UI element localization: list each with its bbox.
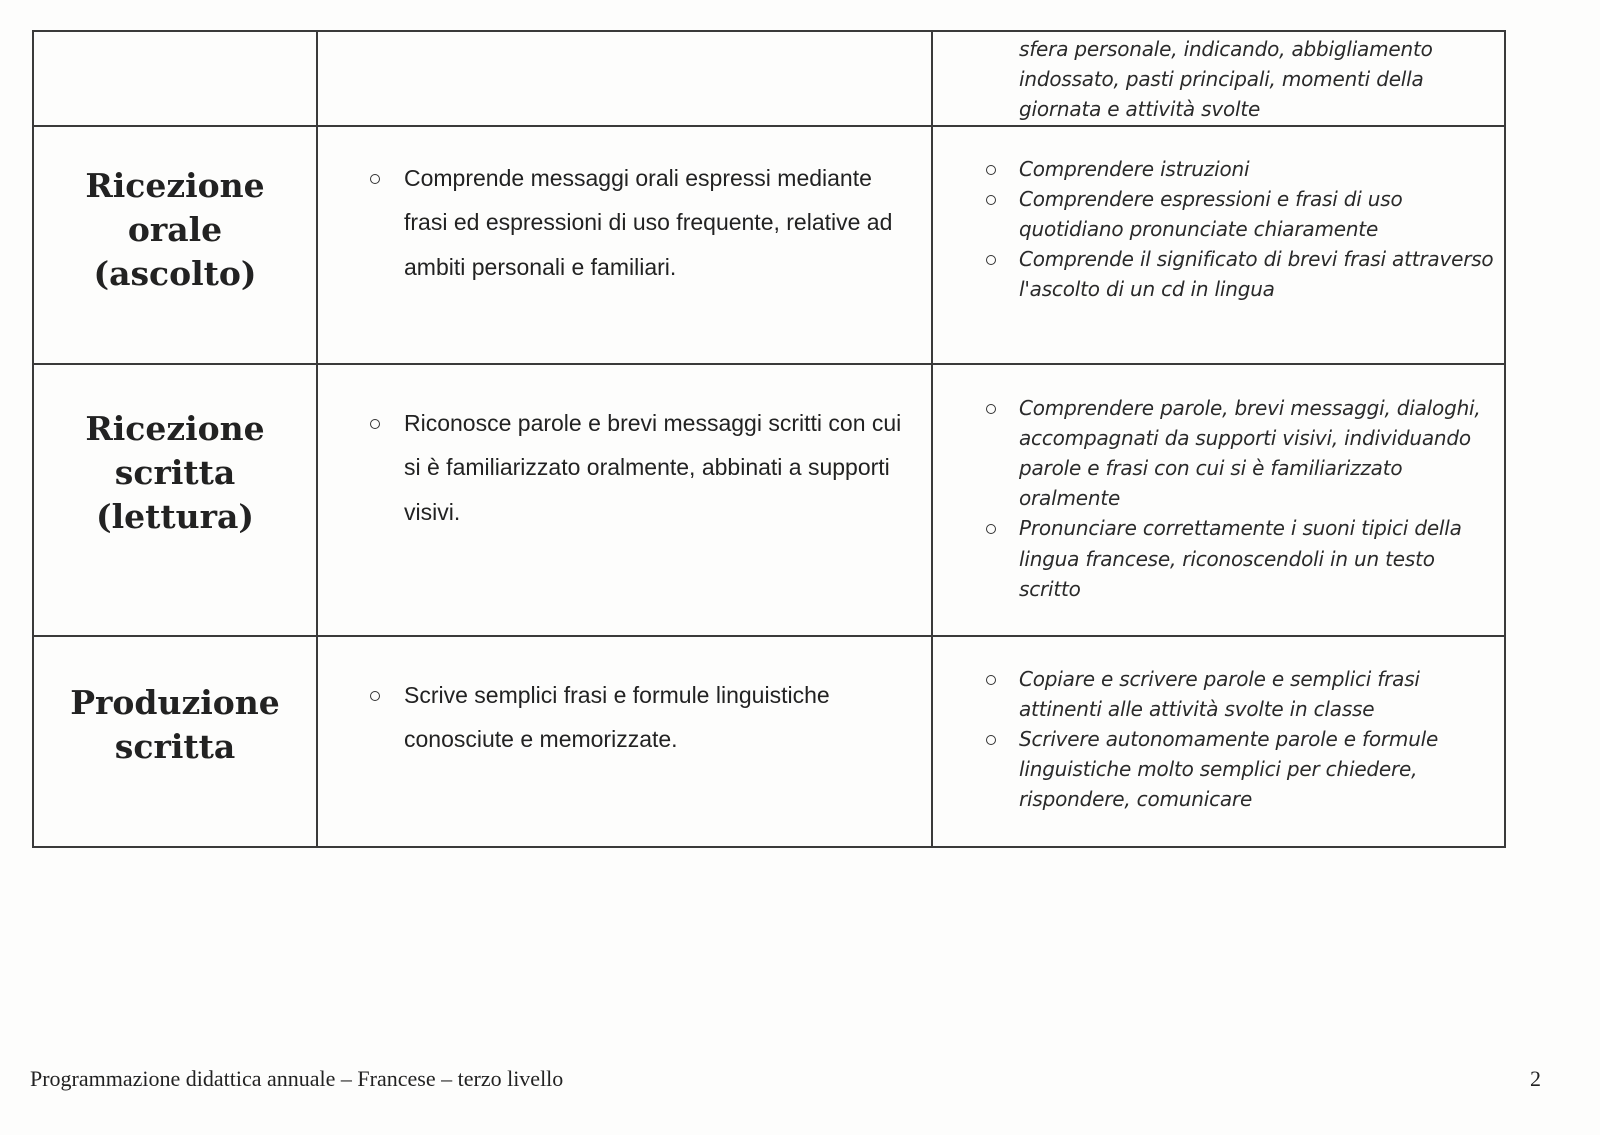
circle-bullet-icon <box>986 165 996 175</box>
competence-text: Riconosce parole e brevi messaggi scritti con cui si è familiarizzato oralmente, abbinati a supporti visivi. <box>404 409 902 525</box>
competence-item <box>318 156 931 290</box>
continuation-line: indossato, pasti principali, momenti della <box>1019 67 1424 92</box>
cell-objectives <box>932 636 1505 847</box>
cell-competences <box>317 126 932 364</box>
cell-area <box>33 636 317 847</box>
area-heading-line: (lettura) <box>95 496 254 536</box>
area-heading-line: Produzione <box>70 682 280 722</box>
footer-title: Programmazione didattica annuale – Francese – terzo livello <box>30 1066 564 1091</box>
objective-item <box>933 393 1504 514</box>
area-heading-line: Ricezione orale <box>85 165 265 249</box>
objective-item <box>933 184 1504 244</box>
competence-item <box>318 401 931 535</box>
cell-area <box>33 364 317 636</box>
area-heading <box>34 365 316 539</box>
table-row <box>33 364 1505 636</box>
objective-item <box>933 513 1504 604</box>
cell-objectives-continuation <box>932 31 1505 126</box>
objective-text: Copiare e scrivere parole e semplici frasi attinenti alle attività svolte in classe <box>1019 666 1420 721</box>
objective-text: Comprendere istruzioni <box>1019 156 1250 181</box>
circle-bullet-icon <box>986 735 996 745</box>
objective-text: Pronunciare correttamente i suoni tipici della lingua francese, riconoscendoli in un testo scritto <box>1019 516 1462 601</box>
cell-area <box>33 126 317 364</box>
cell-competences <box>317 636 932 847</box>
area-heading-line: scritta <box>114 726 236 766</box>
objective-item <box>933 724 1504 815</box>
area-heading-line: (ascolto) <box>93 253 257 293</box>
cell-objectives <box>932 126 1505 364</box>
competence-text: Comprende messaggi orali espressi mediante frasi ed espressioni di uso frequente, relative ad ambiti personali e familiari. <box>404 164 893 280</box>
circle-bullet-icon <box>370 174 380 184</box>
cell-area-empty <box>33 31 317 126</box>
objective-item <box>933 244 1504 304</box>
table-row <box>33 636 1505 847</box>
page-number: 2 <box>1530 1066 1541 1091</box>
competence-text: Scrive semplici frasi e formule linguistiche conosciute e memorizzate. <box>404 681 830 753</box>
table-row <box>33 126 1505 364</box>
area-heading-line: scritta <box>114 452 236 492</box>
circle-bullet-icon <box>986 255 996 265</box>
continuation-line: sfera personale, indicando, abbigliamento <box>1019 37 1433 61</box>
objective-item <box>933 154 1504 184</box>
circle-bullet-icon <box>986 195 996 205</box>
objective-item <box>933 664 1504 724</box>
circle-bullet-icon <box>986 524 996 534</box>
area-heading <box>34 127 316 296</box>
cell-competences <box>317 364 932 636</box>
objective-text: Comprendere espressioni e frasi di uso quotidiano pronunciate chiaramente <box>1019 186 1403 242</box>
circle-bullet-icon <box>986 404 996 414</box>
objective-text: Comprendere parole, brevi messaggi, dialoghi, accompagnati da supporti visivi, individuando parole e frasi con cui si è familiarizzato oralmente <box>1019 395 1481 511</box>
cell-objectives <box>932 364 1505 636</box>
table-row-continuation <box>33 31 1505 126</box>
continuation-line: giornata e attività svolte <box>1019 97 1261 122</box>
area-heading-line: Ricezione <box>85 408 265 448</box>
circle-bullet-icon <box>986 675 996 685</box>
area-heading <box>34 637 316 769</box>
objective-text: Comprende il significato di brevi frasi attraverso l'ascolto di un cd in lingua <box>1019 247 1494 302</box>
objective-text: Scrivere autonomamente parole e formule linguistiche molto semplici per chiedere, rispondere, comunicare <box>1019 727 1439 812</box>
circle-bullet-icon <box>370 419 380 429</box>
competence-item <box>318 673 931 762</box>
curriculum-table <box>32 30 1506 848</box>
cell-competence-empty <box>317 31 932 126</box>
circle-bullet-icon <box>370 691 380 701</box>
